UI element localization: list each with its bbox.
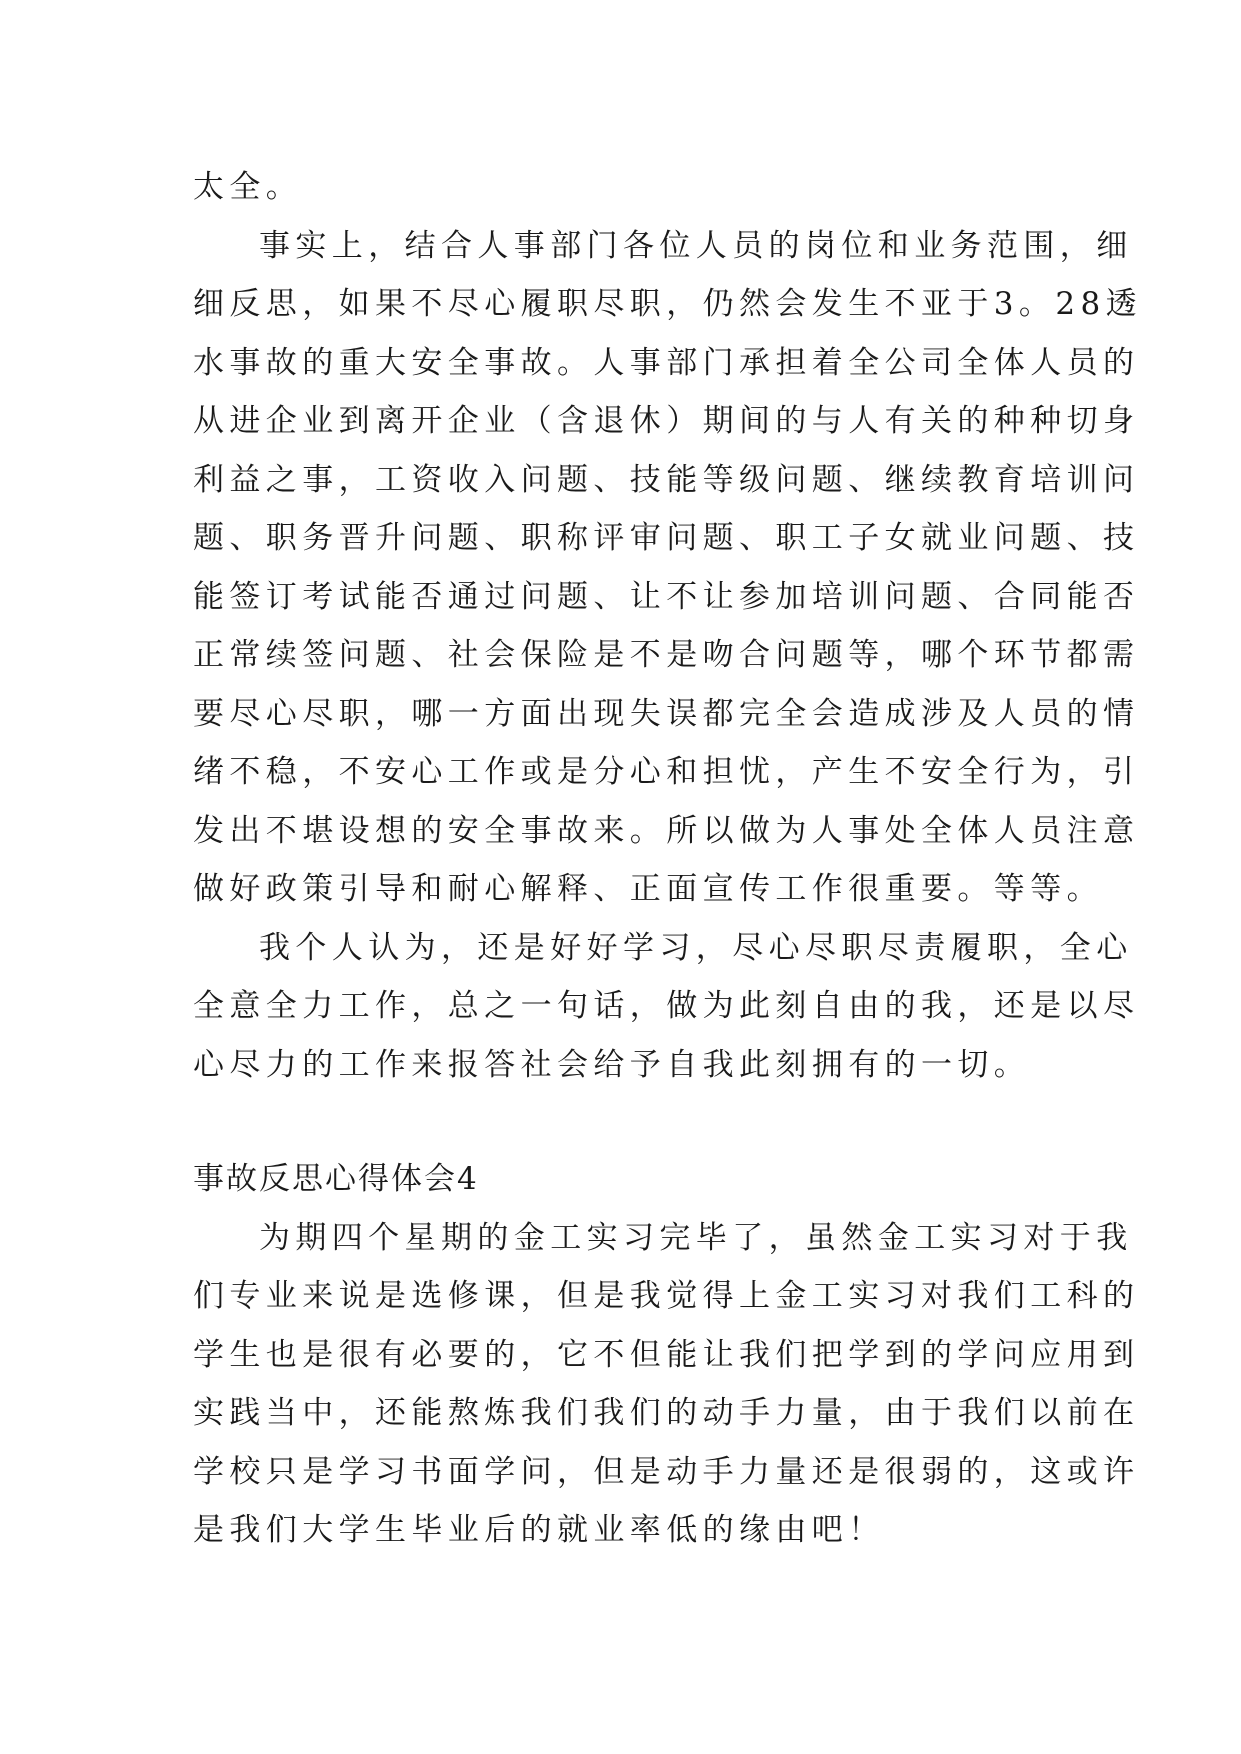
text-line: 正常续签问题、社会保险是不是吻合问题等，哪个环节都需 xyxy=(193,637,1140,673)
text-line: 太全。 xyxy=(193,169,303,205)
section-title: 事故反思心得体会4 xyxy=(193,1161,479,1197)
text-line: 利益之事，工资收入问题、技能等级问题、继续教育培训问 xyxy=(193,461,1140,498)
paragraph-reflection xyxy=(193,217,1142,919)
text-line: 事实上，结合人事部门各位人员的岗位和业务范围，细 xyxy=(259,227,1133,264)
text-line: 细反思，如果不尽心履职尽职，仍然会发生不亚于3。28透 xyxy=(193,286,1142,322)
text-line: 学生也是很有必要的，它不但能让我们把学到的学问应用到 xyxy=(193,1336,1140,1373)
text-line: 发出不堪设想的安全事故来。所以做为人事处全体人员注意 xyxy=(193,812,1140,849)
text-line: 题、职务晋升问题、职称评审问题、职工子女就业问题、技 xyxy=(193,520,1140,556)
section-heading xyxy=(193,1150,1053,1209)
text-line: 绪不稳，不安心工作或是分心和担忧，产生不安全行为，引 xyxy=(193,754,1140,790)
paragraph-internship xyxy=(193,1209,1140,1560)
text-line: 们专业来说是选修课，但是我觉得上金工实习对我们工科的 xyxy=(193,1278,1140,1314)
text-line: 学校只是学习书面学问，但是动手力量还是很弱的，这或许 xyxy=(193,1453,1140,1490)
text-line: 全意全力工作，总之一句话，做为此刻自由的我，还是以尽 xyxy=(193,988,1140,1024)
text-line: 水事故的重大安全事故。人事部门承担着全公司全体人员的 xyxy=(193,344,1140,381)
paragraph-fragment xyxy=(193,158,1053,217)
text-line: 为期四个星期的金工实习完毕了，虽然金工实习对于我 xyxy=(259,1219,1133,1256)
text-line: 要尽心尽职，哪一方面出现失误都完全会造成涉及人员的情 xyxy=(193,695,1140,732)
text-line: 是我们大学生毕业后的就业率低的缘由吧！ xyxy=(193,1512,885,1548)
text-line: 实践当中，还能熬炼我们我们的动手力量，由于我们以前在 xyxy=(193,1395,1140,1431)
document-page xyxy=(193,158,1142,1560)
text-line: 心尽力的工作来报答社会给予自我此刻拥有的一切。 xyxy=(193,1046,1031,1083)
text-line: 做好政策引导和耐心解释、正面宣传工作很重要。等等。 xyxy=(193,871,1103,907)
text-line: 我个人认为，还是好好学习，尽心尽职尽责履职，全心 xyxy=(259,929,1133,966)
section-gap xyxy=(193,1094,1053,1150)
text-line: 能签订考试能否通过问题、让不让参加培训问题、合同能否 xyxy=(193,578,1140,615)
paragraph-conclusion xyxy=(193,919,1140,1095)
text-line: 从进企业到离开企业（含退休）期间的与人有关的种种切身 xyxy=(193,403,1140,439)
